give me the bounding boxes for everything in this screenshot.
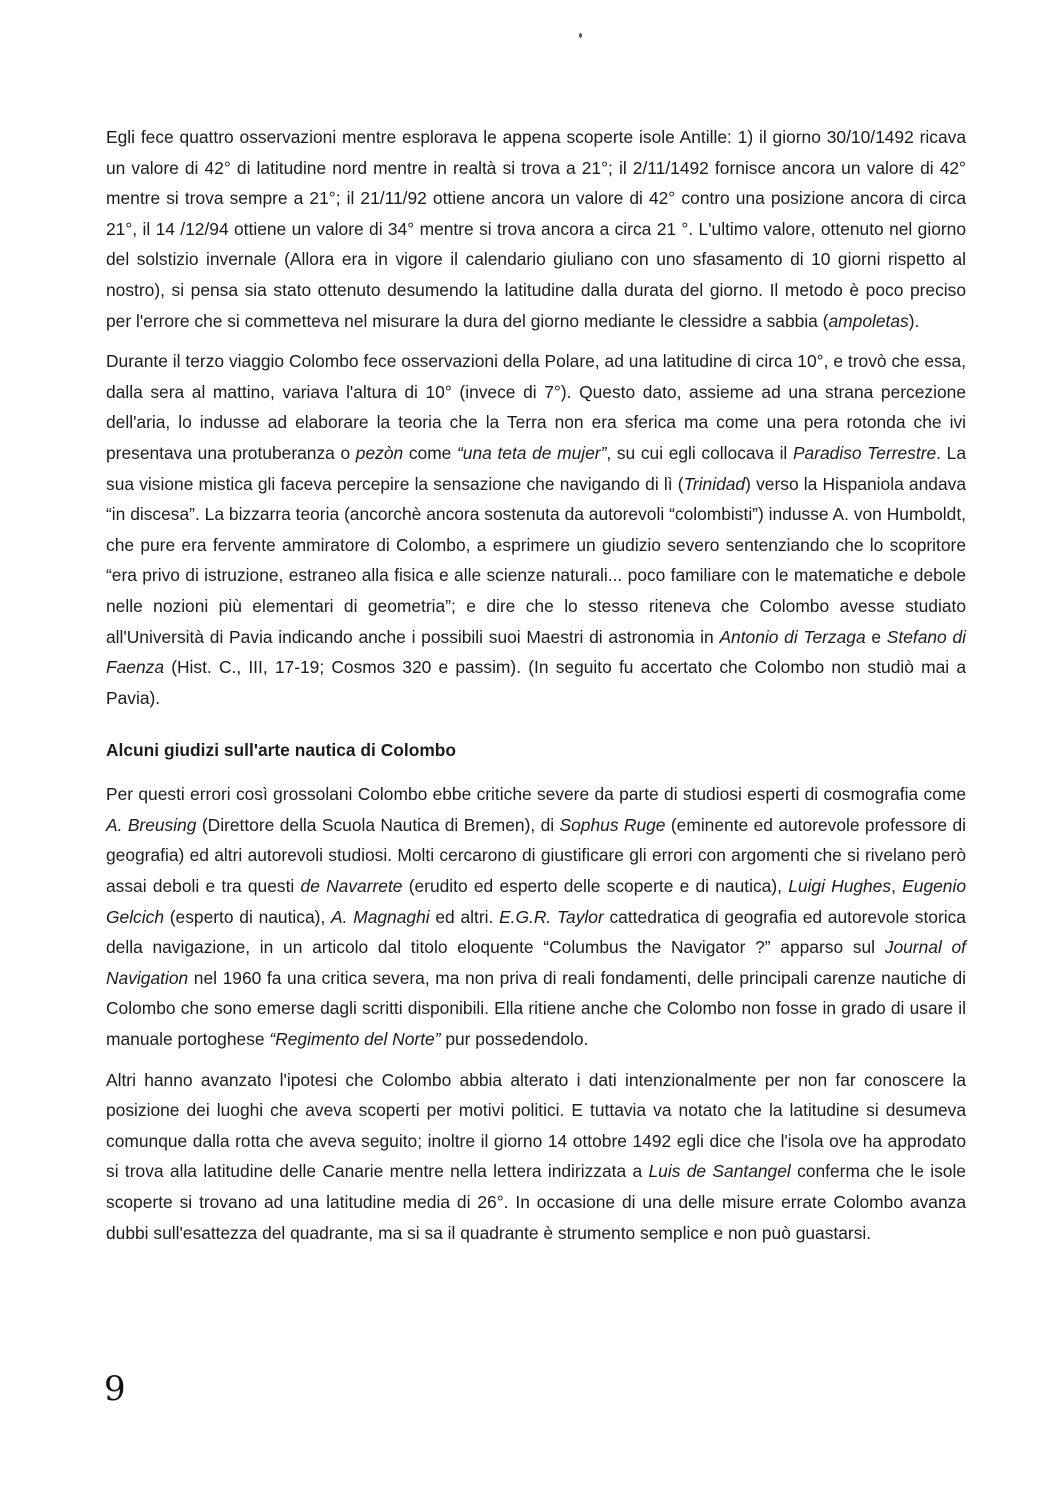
text-run: (esperto di nautica),: [164, 906, 332, 927]
text-run: Durante il terzo viaggio Colombo fece osservazioni della Polare, ad una latitudine di circa 10°, e trovò che essa, dalla sera al mattino, variava l'altura di 10° (invece di 7°). Questo dato, assieme ad una strana percezione dell'aria, lo indusse ad elaborare la teoria che la Terra non era sferica ma come una pera rotonda che ivi presentava una protuberanza o: [106, 351, 966, 463]
italic-run: Antonio di Terzaga: [719, 626, 866, 647]
text-run: (Hist. C., III, 17-19; Cosmos 320 e passim). (In seguito fu accertato che Colombo non studiò mai a Pavia).: [106, 657, 966, 708]
italic-run: pezòn: [355, 442, 404, 463]
text-run: . La sua visione mistica gli faceva percepire la sensazione che navigando di lì (: [106, 442, 966, 494]
paragraph-third-voyage: [106, 346, 966, 713]
italic-run: Journal of Navigation: [106, 937, 967, 988]
text-run: nel 1960 fa una critica severa, ma non priva di reali fondamenti, delle principali carenze nautiche di Colombo che sono emerse dagli scritti disponibili. Ella ritiene anche che Colombo non fosse in grado di usare il manuale portoghese: [106, 967, 966, 1050]
italic-run: A. Magnaghi: [331, 906, 430, 927]
text-run: ).: [908, 310, 920, 331]
text-run: come: [403, 442, 457, 463]
text-run: e: [865, 626, 887, 647]
text-run: Egli fece quattro osservazioni mentre esplorava le appena scoperte isole Antille: 1) il giorno 30/10/1492 ricava un valore di 42° di latitudine nord mentre in realtà si trova a 21°; il 2/11/1492 fornisce ancora un valore di 42° mentre si trova sempre a 21°; il 21/11/92 ottiene ancora un valore di 42° contro una posizione ancora di circa 21°, il 14 /12/94 ottiene un valore di 34° mentre si trova ancora a circa 21 °. L'ultimo valore, ottenuto nel giorno del solstizio invernale (Allora era in vigore il calendario giuliano con uno sfasamento di 10 giorni rispetto al nostro), si pensa sia stato ottenuto desumendo la latitudine dalla durata del giorno. Il metodo è poco preciso per l'errore che si commetteva nel misurare la dura del giorno mediante le clessidre a sabbia (: [106, 127, 966, 331]
document-body: [106, 122, 966, 1248]
italic-run: A. Breusing: [106, 814, 197, 835]
text-run: conferma che le isole scoperte si trovano ad una latitudine media di 26°. In occasione di una delle misure errate Colombo avanza dubbi sull'esattezza del quadrante, ma si sa il quadrante è strumento semplice e non può guastarsi.: [106, 1161, 966, 1243]
italic-run: E.G.R. Taylor: [499, 906, 604, 927]
italic-run: de Navarrete: [300, 876, 403, 897]
text-run: Per questi errori così grossolani Colombo ebbe critiche severe da parte di studiosi esperti di cosmografia come: [106, 784, 966, 805]
italic-run: Luigi Hughes: [788, 876, 892, 897]
paragraph-solstice-observations: [106, 122, 966, 336]
paragraph-critiques: [106, 779, 966, 1054]
text-run: cattedratica di geografia ed autorevole storica della navigazione, in un articolo dal titolo eloquente “Columbus the Navigator ?” apparso sul: [106, 906, 966, 958]
italic-run: “Regimento del Norte”: [269, 1029, 441, 1050]
text-run: Altri hanno avanzato l'ipotesi che Colombo abbia alterato i dati intenzionalmente per non far conoscere la posizione dei luoghi che aveva scoperti per motivi politici. E tuttavia va notato che la latitudine si desumeva comunque dalla rotta che aveva seguito; inoltre il giorno 14 ottobre 1492 egli dice che l'isola ove ha approdato si trova alla latitudine delle Canarie mentre nella lettera indirizzata a: [106, 1069, 966, 1182]
text-run: (Direttore della Scuola Nautica di Bremen), di: [196, 814, 560, 835]
section-heading: Alcuni giudizi sull'arte nautica di Colombo: [106, 740, 457, 761]
paragraph-other-hypotheses: [106, 1065, 966, 1249]
scan-speck: [579, 33, 582, 38]
text-run: ,: [891, 876, 903, 897]
italic-run: Luis de Santangel: [648, 1161, 791, 1182]
text-run: ) verso la Hispaniola andava “in discesa”. La bizzarra teoria (ancorchè ancora sostenuta da autorevoli “colombisti”) indusse A. von Humboldt, che pure era fervente ammiratore di Colombo, a esprimere un giudizio severo sentenziando che lo scopritore “era privo di istruzione, estraneo alla fisica e alle scienze naturali... poco familiare con le matematiche e debole nelle nozioni più elementari di geometria”; e dire che lo stesso riteneva che Colombo avesse studiato all'Università di Pavia indicando anche i possibili suoi Maestri di astronomia in: [106, 473, 966, 647]
italic-run: Sophus Ruge: [559, 814, 666, 835]
text-run: , su cui egli collocava il: [606, 442, 793, 463]
page-number: 9: [104, 1369, 126, 1409]
text-run: (erudito ed esperto delle scoperte e di nautica),: [402, 876, 789, 897]
italic-run: Eugenio Gelcich: [106, 876, 966, 927]
italic-run: ampoletas: [828, 310, 909, 331]
italic-run: Paradiso Terrestre: [792, 442, 937, 463]
text-run: ed altri.: [429, 906, 500, 927]
italic-run: “una teta de mujer”: [457, 442, 607, 463]
italic-run: Stefano di Faenza: [106, 626, 966, 678]
italic-run: Trinidad: [683, 473, 746, 494]
text-run: pur possedendolo.: [440, 1029, 589, 1050]
text-run: (eminente ed autorevole professore di geografia) ed altri autorevoli studiosi. Molti cercarono di giustificare gli errori con argomenti che si rivelano però assai deboli e tra questi: [106, 814, 967, 897]
